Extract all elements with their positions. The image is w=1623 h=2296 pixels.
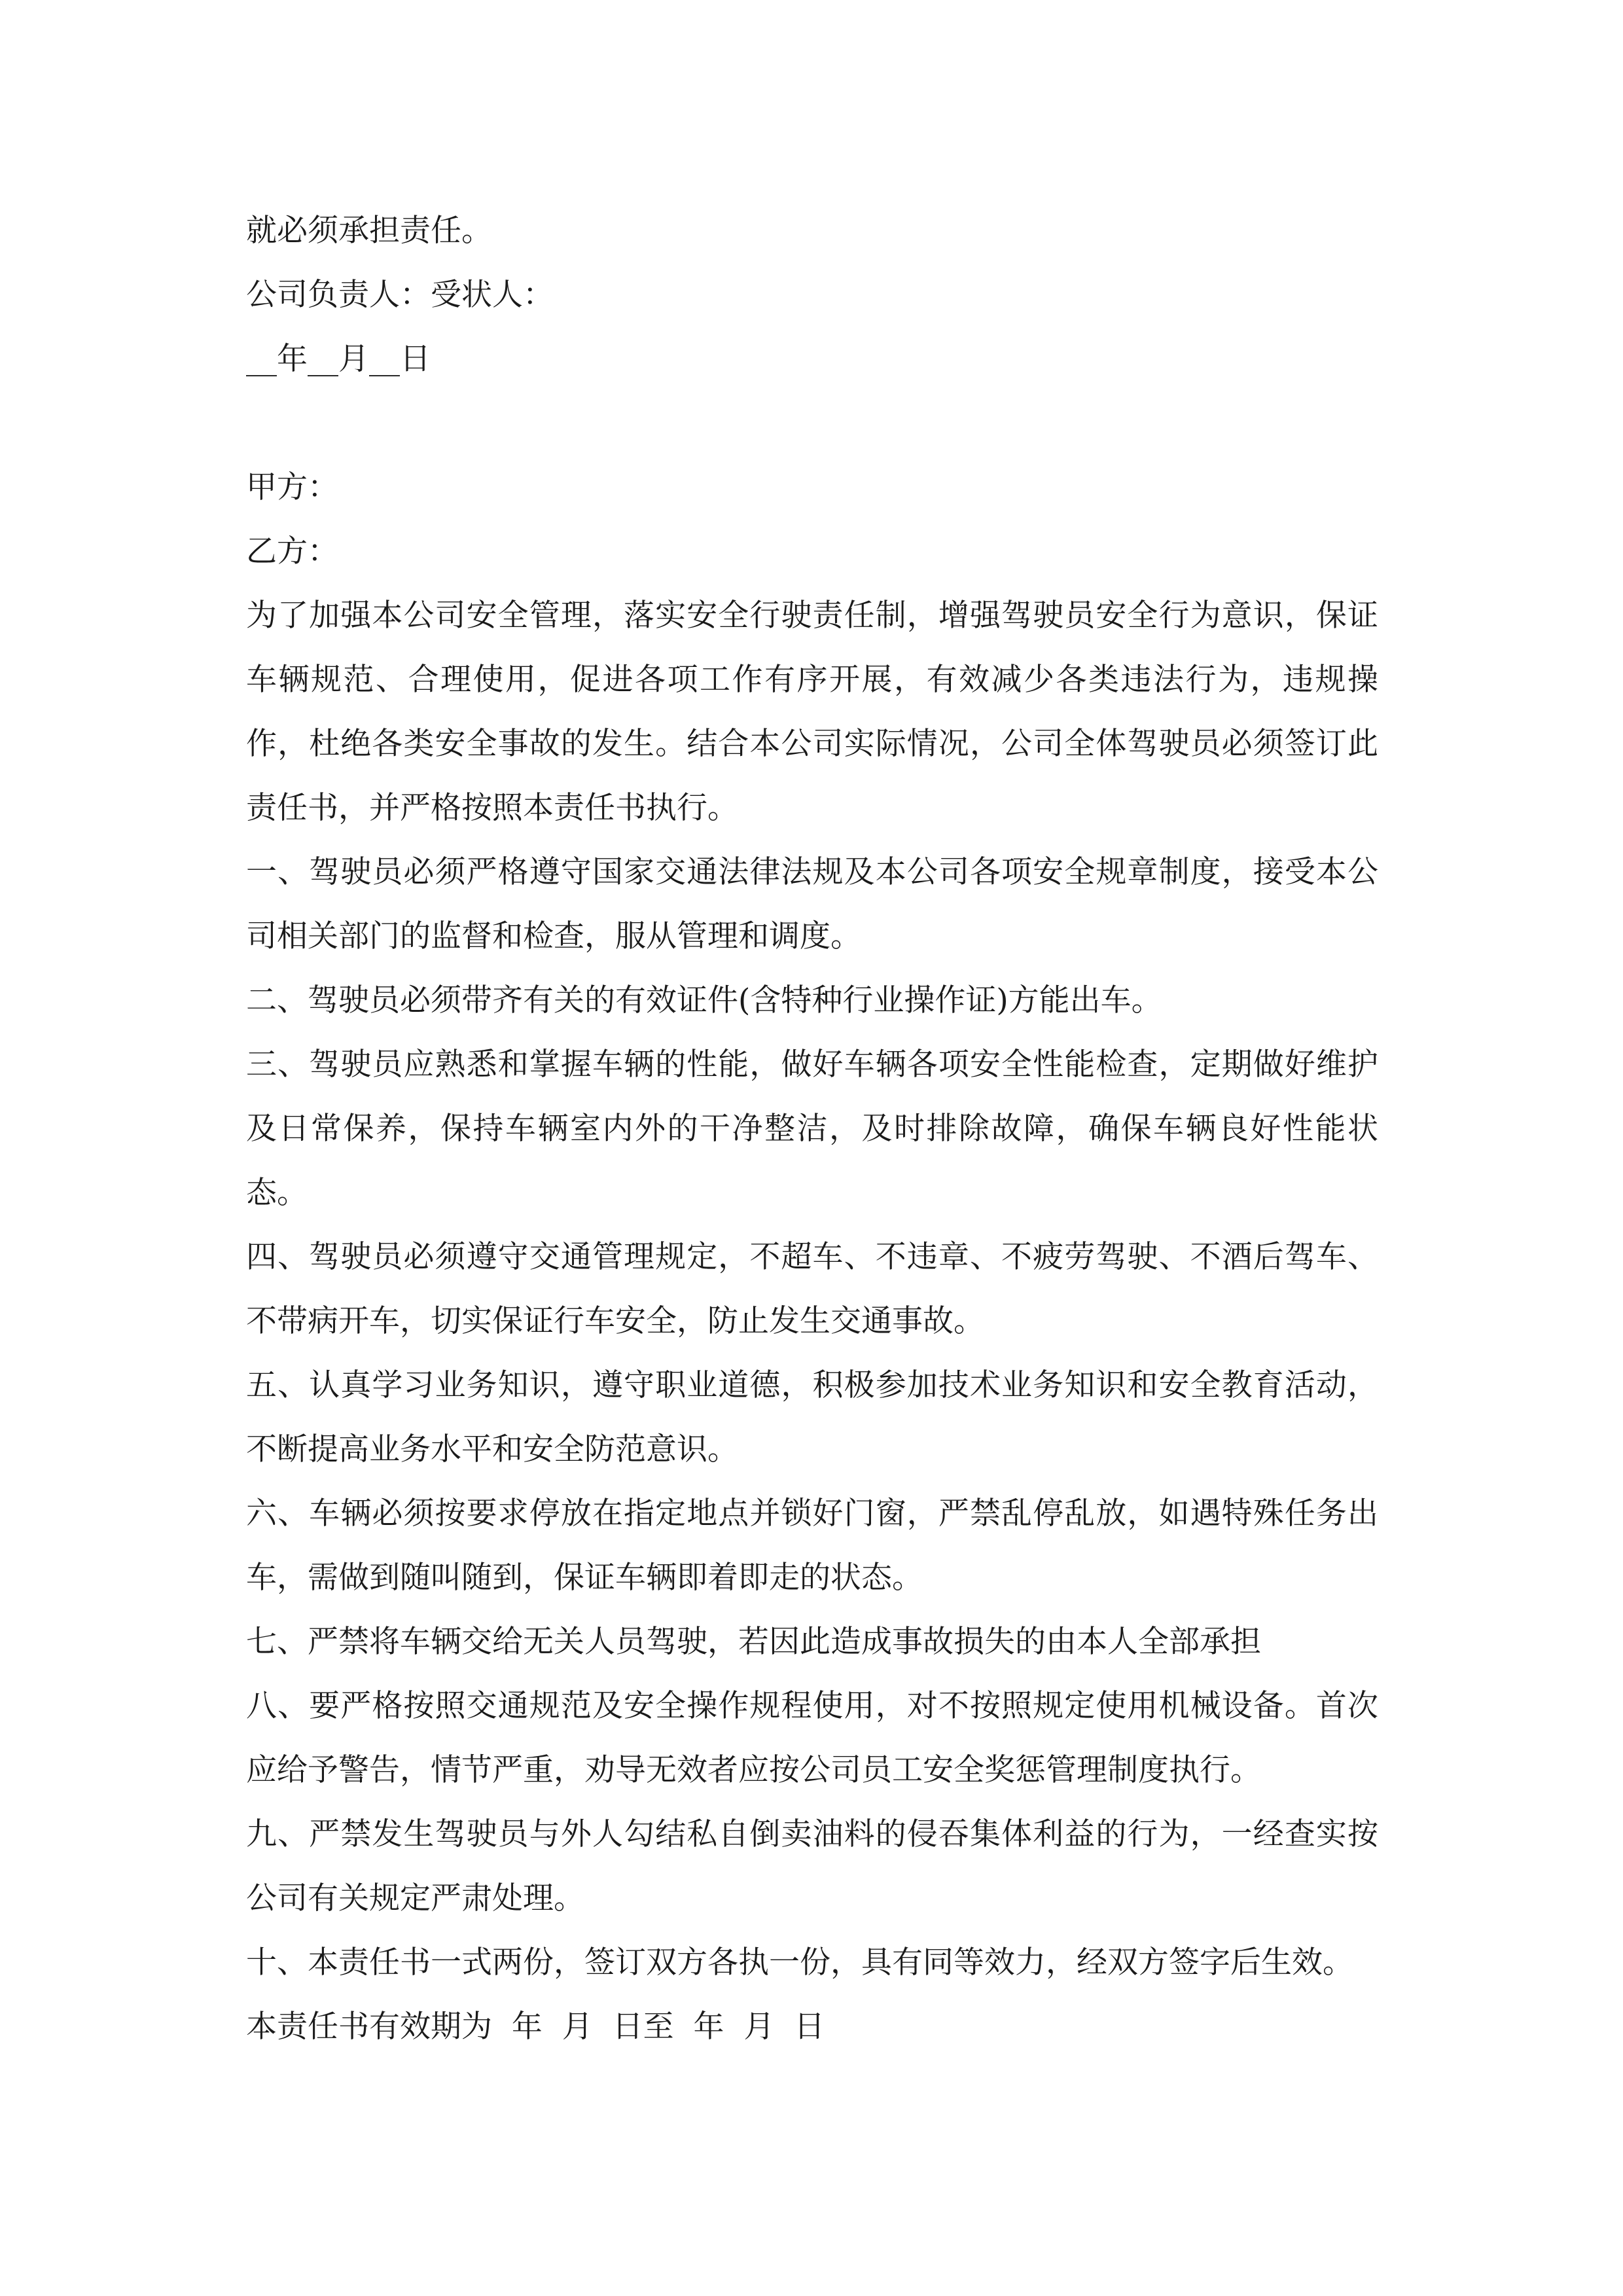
clause-7: 七、严禁将车辆交给无关人员驾驶，若因此造成事故损失的由本人全部承担 — [246, 1624, 1261, 1660]
clause-5: 五、认真学习业务知识，遵守职业道德，积极参加技术业务知识和安全教育活动，不断提高业务水平和安全防范意识。 — [246, 1367, 1378, 1467]
section-gap — [246, 391, 1378, 456]
party-a-label: 甲方： — [246, 469, 338, 505]
document-body — [246, 199, 1378, 2059]
clause-1: 一、驾驶员必须严格遵守国家交通法律法规及本公司各项安全规章制度，接受本公司相关部门的监督和检查，服从管理和调度。 — [246, 854, 1378, 954]
clause-6: 六、车辆必须按要求停放在指定地点并锁好门窗，严禁乱停乱放，如遇特殊任务出车，需做到随叫随到，保证车辆即着即走的状态。 — [246, 1496, 1378, 1596]
party-b-label: 乙方： — [246, 533, 338, 569]
clause-9: 九、严禁发生驾驶员与外人勾结私自倒卖油料的侵吞集体利益的行为，一经查实按公司有关规定严肃处理。 — [246, 1816, 1378, 1916]
closing-line: 就必须承担责任。 — [246, 213, 492, 249]
clause-3: 三、驾驶员应熟悉和掌握车辆的性能，做好车辆各项安全性能检查，定期做好维护及日常保养，保持车辆室内外的干净整洁，及时排除故障，确保车辆良好性能状态。 — [246, 1047, 1378, 1211]
clause-8: 八、要严格按照交通规范及安全操作规程使用，对不按照规定使用机械设备。首次应给予警告，情节严重，劝导无效者应按公司员工安全奖惩管理制度执行。 — [246, 1688, 1378, 1788]
intro-paragraph: 为了加强本公司安全管理，落实安全行驶责任制，增强驾驶员安全行为意识，保证车辆规范、合理使用，促进各项工作有序开展，有效减少各类违法行为，违规操作，杜绝各类安全事故的发生。结合本公司实际情况，公司全体驾驶员必须签订此责任书，并严格按照本责任书执行。 — [246, 598, 1378, 826]
date-line: __年__月__日 — [246, 341, 431, 377]
validity-line: 本责任书有效期为 年 月 日至 年 月 日 — [246, 2009, 825, 2045]
signature-line: 公司负责人：受状人： — [246, 277, 554, 313]
clause-10: 十、本责任书一式两份，签订双方各执一份，具有同等效力，经双方签字后生效。 — [246, 1945, 1353, 1981]
clause-2: 二、驾驶员必须带齐有关的有效证件(含特种行业操作证)方能出车。 — [246, 982, 1162, 1018]
clause-4: 四、驾驶员必须遵守交通管理规定，不超车、不违章、不疲劳驾驶、不酒后驾车、不带病开车，切实保证行车安全，防止发生交通事故。 — [246, 1239, 1378, 1339]
